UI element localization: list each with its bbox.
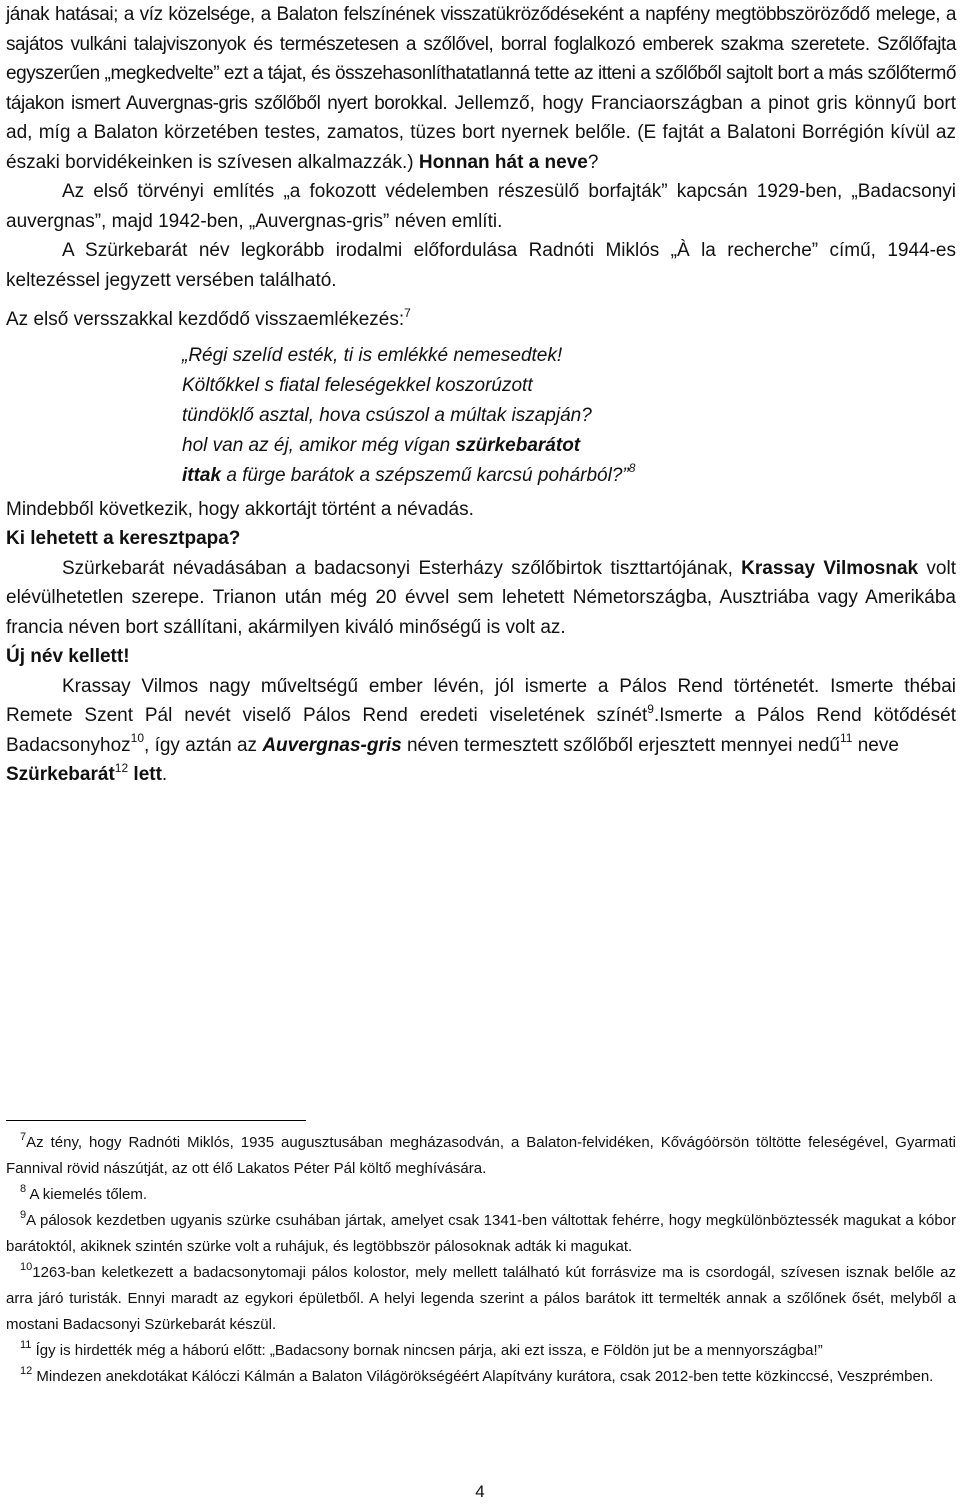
footnote-number-10: 10 bbox=[20, 1261, 33, 1273]
footnote-ref-8: 8 bbox=[628, 461, 636, 476]
palos-text-4: néven termesztett szőlőből erjesztett mennyei nedű bbox=[401, 734, 840, 756]
footnotes bbox=[6, 1130, 956, 1390]
footnote-text-9: A pálosok kezdetben ugyanis szürke csuhában jártak, amelyet csak 1341-ben váltottak fehérre, hogy megkülönböztessék magukat a kóbor barátoktól, akiknek szintén szürke volt a ruhájuk, és legtöbbször pálosoknak adták ki magukat. bbox=[6, 1212, 956, 1255]
emphasis-auvergnas-gris: Auvergnas-gris bbox=[262, 734, 402, 756]
footnote-ref-12: 12 bbox=[114, 760, 129, 775]
final-period: . bbox=[161, 764, 168, 785]
footnote-number-12: 12 bbox=[20, 1365, 33, 1377]
emphasis-lett: lett bbox=[128, 764, 162, 785]
footnote-text-7: Az tény, hogy Radnóti Miklós, 1935 augusztusában megházasodván, a Balaton-felvidéken, Kővágóörsön töltötte feleségével, Gyarmati Fannival rövid nászútját, az ott élő Lakatos Péter Pál költő meghívására. bbox=[6, 1134, 956, 1177]
footnote-ref-11: 11 bbox=[839, 731, 853, 746]
poem-intro bbox=[6, 305, 956, 335]
heading-godfather bbox=[6, 524, 956, 554]
paragraph-tail-sentences: Jellemző, hogy Franciaországban a pinot gris könnyű bort ad, míg a Balaton körzetében testes, zamatos, tüzes bort nyernek belőle. (E fajtát a Balatoni Borrégión kívül az északi borvidékeinken is szívesen alkalmazzák.) bbox=[6, 92, 957, 173]
paragraph-krassay-lead: Szürkebarát névadásában a badacsonyi Esterházy szőlőbirtok tiszttartójának, bbox=[62, 557, 742, 579]
footnote-ref-10: 10 bbox=[130, 731, 145, 746]
heading-new-name-text: Új név kellett! bbox=[6, 646, 130, 667]
heading-godfather-text: Ki lehetett a keresztpapa? bbox=[6, 528, 241, 549]
footnote-number-11: 11 bbox=[20, 1339, 32, 1351]
footnote-12 bbox=[6, 1364, 956, 1390]
poem-line-3: tündöklő asztal, hova csúszol a múltak iszapján? bbox=[182, 404, 592, 426]
paragraph-literary-mention: A Szürkebarát név legkorább irodalmi előfordulása Radnóti Miklós „À la recherche” című, 1944-es keltezéssel jegyzett versében található. bbox=[6, 240, 956, 291]
footnote-number-9: 9 bbox=[20, 1209, 27, 1221]
emphasis-szurkebaratot: szürkebarátot bbox=[455, 434, 581, 456]
footnote-text-8: A kiemelés tőlem. bbox=[26, 1186, 148, 1203]
poem-line-5 bbox=[182, 461, 956, 491]
footnote-number-7: 7 bbox=[20, 1131, 27, 1143]
palos-text-3: , így aztán az bbox=[144, 734, 263, 756]
footnote-8 bbox=[6, 1182, 956, 1208]
footnote-ref-7: 7 bbox=[404, 305, 411, 320]
page-number: 4 bbox=[475, 1482, 485, 1501]
footnote-text-10: 1263-ban keletkezett a badacsonytomaji pálos kolostor, mely mellett található kút forrásvize ma is csordogál, szívesen isznak belőle az arra járó turisták. Ennyi maradt az egykori épületből. A helyi legenda szerint a pálos barátok itt termelték annak a szőlőnek ősét, melyből a mostani Badacsonyi Szürkebarát készül. bbox=[6, 1264, 956, 1333]
palos-text-1: Krassay Vilmos nagy műveltségű ember lévén, jól ismerte a Pálos Rend történetét. Ismerte thébai Remete Szent Pál nevét viselő Pálos Rend eredeti viseletének színét bbox=[6, 675, 956, 726]
footnote-9 bbox=[6, 1208, 956, 1260]
emphasis-krassay-vilmos: Krassay Vilmosnak bbox=[741, 557, 919, 579]
footnote-separator bbox=[6, 1120, 306, 1121]
paragraph-lead-sentences: jának hatásai; a víz közelsége, a Balaton felszínének visszatükröződéseként a napfény megtöbbszöröződő melege, a sajátos vulkáni talajviszonyok és természetesen a szőlővel, borral foglalkozó emberek szakma szeretete. Szőlőfajta egyszerűen „megkedvelte” ezt a tájat, és összehasonlíthatatlanná tette az itteni a szőlőből sajtolt bort a más szőlőtermő tájakon ismert Auvergnas-gris szőlőből nyert borokkal. bbox=[6, 4, 956, 114]
footnote-number-8: 8 bbox=[20, 1183, 27, 1195]
footnote-7 bbox=[6, 1130, 956, 1182]
footnote-ref-9: 9 bbox=[647, 701, 654, 716]
paragraph-krassay-role bbox=[6, 554, 956, 643]
heading-new-name bbox=[6, 642, 956, 672]
paragraph-grape-character bbox=[6, 0, 956, 177]
poem-line-1: „Régi szelíd esték, ti is emlékké nemesedtek! bbox=[182, 344, 563, 366]
final-line bbox=[6, 760, 956, 790]
palos-text-5: neve bbox=[852, 734, 899, 756]
question-mark: ? bbox=[587, 151, 599, 173]
poem-intro-text: Az első versszakkal kezdődő visszaemlékezés: bbox=[6, 309, 405, 330]
poem-line-2: Költőkkel s fiatal feleségekkel koszorúzott bbox=[182, 374, 533, 396]
poem-stanza bbox=[182, 341, 956, 491]
footnote-10 bbox=[6, 1260, 956, 1338]
footnote-text-12: Mindezen anekdotákat Kálóczi Kálmán a Balaton Világörökségéért Alapítvány kurátora, csak 2012-ben tette közkinccsé, Veszprémben. bbox=[32, 1368, 934, 1385]
footnote-11 bbox=[6, 1338, 956, 1364]
poem-line-4 bbox=[182, 431, 956, 461]
question-name-origin: Honnan hát a neve bbox=[418, 151, 588, 173]
poem-line-4-text: hol van az éj, amikor még vígan bbox=[182, 434, 456, 456]
palos-text-2: .Ismerte a Pálos Rend kötődését Badacsonyhoz bbox=[6, 705, 956, 756]
poem-line-5-text: a fürge barátok a szépszemű karcsú pohárból?” bbox=[221, 464, 629, 486]
paragraph-krassay-tail: volt elévülhetetlen szerepe. Trianon után még 20 évvel sem lehetett Németországba, Ausztriába vagy Amerikába francia néven bort szállítani, akármilyen kiváló minőségű is volt az. bbox=[6, 557, 956, 638]
paragraph-naming-time: Mindebből következik, hogy akkortájt történt a névadás. bbox=[6, 498, 474, 520]
paragraph-palos-order bbox=[6, 672, 956, 761]
paragraph-first-legal-mention: Az első törvényi említés „a fokozott védelemben részesülő borfajták” kapcsán 1929-ben, „Badacsonyi auvergnas”, majd 1942-ben, „Auvergnas-gris” néven említi. bbox=[6, 181, 956, 232]
emphasis-ittak: ittak bbox=[182, 464, 222, 486]
main-text bbox=[6, 0, 956, 790]
footnote-text-11: Így is hirdették még a háború előtt: „Badacsony bornak nincsen párja, aki ezt issza, e Földön jut be a mennyországba!” bbox=[31, 1342, 823, 1359]
emphasis-szurkebarat: Szürkebarát bbox=[6, 764, 115, 785]
